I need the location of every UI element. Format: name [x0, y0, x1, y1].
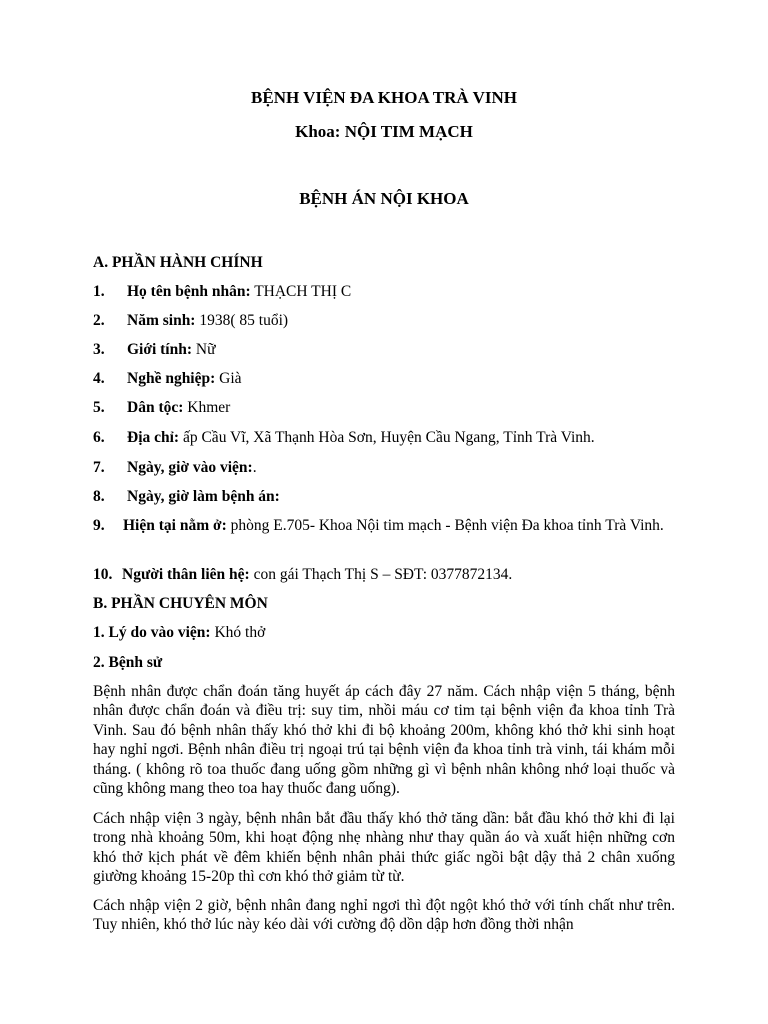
admin-item-9	[93, 516, 675, 535]
reason-label: 1. Lý do vào viện:	[93, 624, 211, 641]
document-title: BỆNH ÁN NỘI KHOA	[299, 189, 469, 208]
item-number: 6.	[93, 429, 105, 446]
item-value: ấp Cầu Vĩ, Xã Thạnh Hòa Sơn, Huyện Cầu Ngang, Tỉnh Trà Vinh.	[179, 429, 595, 446]
item-number: 5.	[93, 399, 105, 416]
item-number: 7.	[93, 459, 105, 476]
history-paragraph-1: Bệnh nhân được chẩn đoán tăng huyết áp cách đây 27 năm. Cách nhập viện 5 tháng, bệnh nhân được chẩn đoán và điều trị: suy tim, nhồi máu cơ tim tại bệnh viện đa khoa tỉnh Trà Vinh. Sau đó bệnh nhân thấy khó thở khi đi bộ khoảng 200m, không khó thở khi sinh hoạt hay nghỉ ngơi. Bệnh nhân điều trị ngoại trú tại bệnh viện đa khoa tỉnh trà vinh, tái khám mỗi tháng. ( không rõ toa thuốc đang uống gồm những gì vì bệnh nhân không nhớ loại thuốc và cũng không mang theo toa hay thuốc đang uống).	[93, 683, 675, 798]
item-value: .	[252, 459, 257, 476]
item-value: Khmer	[183, 399, 231, 416]
item-value: phòng E.705- Khoa Nội tim mạch - Bệnh viện Đa khoa tỉnh Trà Vinh.	[226, 517, 664, 534]
item-number: 9.	[93, 517, 105, 534]
item-label: Dân tộc:	[127, 399, 184, 416]
item-number: 10.	[93, 566, 113, 583]
item-value: 1938( 85 tuổi)	[195, 312, 289, 329]
history-heading: 2. Bệnh sử	[93, 654, 163, 671]
admin-item-6	[93, 428, 675, 448]
item-label: Nghề nghiệp:	[127, 370, 216, 387]
item-number: 4.	[93, 370, 105, 387]
admin-item-8	[93, 487, 675, 507]
item-label: Giới tính:	[127, 341, 192, 358]
item-label: Năm sinh:	[127, 312, 196, 329]
item-label: Hiện tại nằm ở:	[123, 517, 227, 534]
item-number: 1.	[93, 283, 105, 300]
history-paragraph-2: Cách nhập viện 3 ngày, bệnh nhân bắt đầu thấy khó thở tăng dần: bắt đầu khó thở khi đi lại trong nhà khoảng 50m, khi hoạt động nhẹ nhàng như thay quần áo và xuất hiện những cơn khó thở kịch phát về đêm khiến bệnh nhân phải thức giấc ngồi bật dậy thả 2 chân xuống giường khoảng 15-20p thì cơn khó thở giảm từ từ.	[93, 810, 675, 886]
section-a-heading: A. PHẦN HÀNH CHÍNH	[93, 254, 263, 271]
admin-item-1	[93, 282, 675, 302]
department-name: Khoa: NỘI TIM MẠCH	[295, 122, 473, 141]
item-label: Ngày, giờ làm bệnh án:	[127, 488, 280, 505]
admin-item-5	[93, 398, 675, 418]
item-value: THẠCH THỊ C	[250, 283, 352, 300]
section-b-heading: B. PHẦN CHUYÊN MÔN	[93, 595, 268, 612]
item-value: Già	[215, 370, 242, 387]
admin-item-2	[93, 311, 675, 331]
admin-item-4	[93, 369, 675, 389]
item-label: Ngày, giờ vào viện:	[127, 459, 253, 476]
admin-item-3	[93, 340, 675, 360]
reason-value: Khó thở	[210, 624, 266, 641]
item-number: 3.	[93, 341, 105, 358]
item-label: Họ tên bệnh nhân:	[127, 283, 251, 300]
admin-item-7	[93, 458, 675, 478]
item-number: 8.	[93, 488, 105, 505]
item-label: Người thân liên hệ:	[122, 566, 250, 583]
item-value: con gái Thạch Thị S – SĐT: 0377872134.	[249, 566, 513, 583]
hospital-name: BỆNH VIỆN ĐA KHOA TRÀ VINH	[251, 88, 517, 107]
admin-item-10	[93, 565, 675, 585]
history-paragraph-3: Cách nhập viện 2 giờ, bệnh nhân đang nghỉ ngơi thì đột ngột khó thở với tính chất như trên. Tuy nhiên, khó thở lúc này kéo dài với cường độ dồn dập hơn đồng thời nhận	[93, 897, 675, 934]
item-number: 2.	[93, 312, 105, 329]
item-value: Nữ	[192, 341, 216, 358]
item-label: Địa chỉ:	[127, 429, 180, 446]
reason-for-admission	[93, 623, 675, 643]
